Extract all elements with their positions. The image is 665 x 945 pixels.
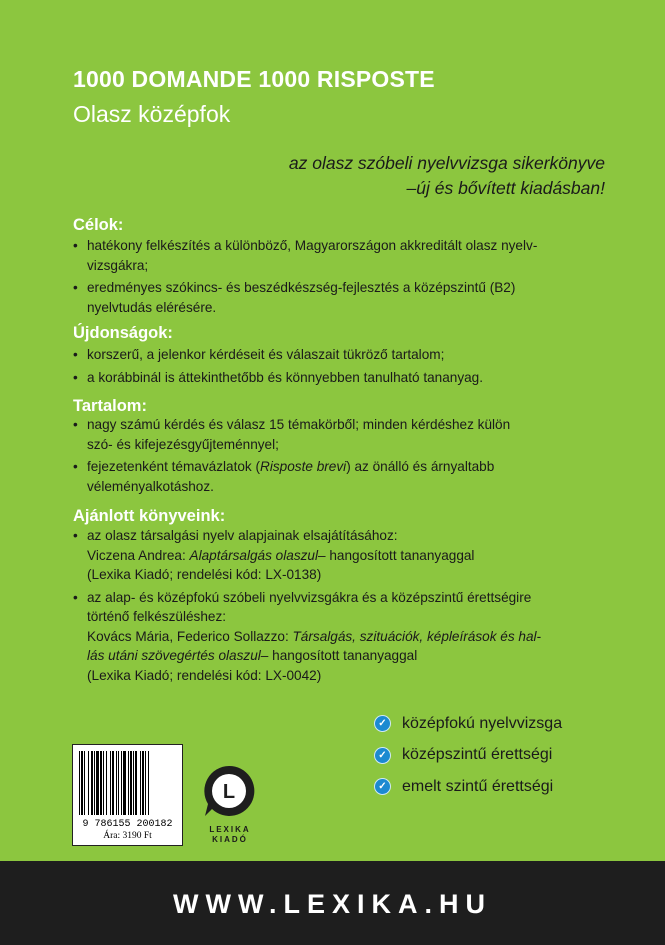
list-item-text bbox=[87, 457, 593, 477]
check-item bbox=[375, 771, 562, 803]
order-code: (Lexika Kiadó; rendelési kód: LX-0042) bbox=[87, 667, 322, 683]
exam-checklist bbox=[375, 708, 562, 803]
tagline bbox=[145, 151, 605, 201]
publisher-name bbox=[200, 825, 260, 845]
list-item bbox=[73, 415, 593, 454]
list-item bbox=[73, 278, 593, 317]
book-title-italic: Alaptársalgás olaszul bbox=[189, 547, 318, 563]
logo-letter: L bbox=[222, 781, 236, 803]
section-heading-ujdonsagok: Újdonságok: bbox=[73, 324, 173, 342]
check-icon: ✓ bbox=[375, 716, 390, 731]
book-reference bbox=[87, 546, 593, 566]
section-heading-tartalom: Tartalom: bbox=[73, 397, 147, 415]
check-label: középszintű érettségi bbox=[402, 746, 553, 764]
book-author: Kovács Mária, Federico Sollazzo: bbox=[87, 628, 293, 644]
list-item-text: • korszerű, a jelenkor kérdéseit és válaszait tükröző tartalom; bbox=[87, 347, 445, 362]
check-label: középfokú nyelvvizsga bbox=[402, 714, 563, 732]
lexika-logo-icon bbox=[202, 764, 256, 818]
order-code: (Lexika Kiadó; rendelési kód: LX-0138) bbox=[87, 567, 322, 582]
isbn-number: 9 786155 200182 bbox=[82, 819, 173, 830]
text-span: – hangosított tananyaggal bbox=[318, 547, 475, 563]
list-item-text: • az alap- és középfokú szóbeli nyelvvizsgákra és a középszintű érettségire bbox=[87, 589, 532, 605]
list-item bbox=[73, 345, 593, 365]
footer-bar bbox=[0, 861, 665, 945]
text-span: ) az önálló és árnyaltabb bbox=[346, 459, 495, 474]
barcode-label bbox=[72, 744, 183, 846]
price: Ára: 3190 Ft bbox=[103, 831, 152, 841]
barcode-icon bbox=[77, 751, 178, 817]
tagline-line-2: –új és bővített kiadásban! bbox=[406, 178, 605, 198]
book-title-italic: lás utáni szövegértés olaszul bbox=[87, 648, 261, 663]
tartalom-list bbox=[73, 415, 593, 499]
book-title: 1000 DOMANDE 1000 RISPOSTE bbox=[73, 66, 435, 92]
list-item bbox=[73, 526, 593, 585]
list-item-text: • az olasz társalgási nyelv alapjainak elsajátításához: bbox=[87, 528, 398, 543]
publisher-name-line-1: LEXIKA bbox=[209, 825, 251, 834]
section-heading-ajanlott: Ajánlott könyveink: bbox=[73, 507, 226, 525]
list-item-text: nyelvtudás elérésére. bbox=[87, 299, 217, 315]
list-item bbox=[73, 368, 593, 388]
italic-title: Risposte brevi bbox=[260, 459, 347, 474]
list-item bbox=[73, 588, 593, 686]
list-item-text: szó- és kifejezésgyűjteménnyel; bbox=[87, 436, 279, 452]
section-heading-celok: Célok: bbox=[73, 216, 124, 234]
publisher-name-line-2: KIADÓ bbox=[212, 835, 248, 844]
book-subtitle: Olasz középfok bbox=[73, 101, 231, 127]
list-item-text: vizsgákra; bbox=[87, 257, 149, 273]
check-item bbox=[375, 708, 562, 740]
text-span: – hangosított tananyaggal bbox=[260, 648, 418, 663]
text-span: fejezetenként témavázlatok ( bbox=[87, 459, 261, 474]
ujdonsagok-list bbox=[73, 345, 593, 390]
list-item-text: történő felkészüléshez: bbox=[87, 609, 227, 624]
list-item-text: • hatékony felkészítés a különböző, Magyarországon akkreditált olasz nyelv- bbox=[87, 238, 538, 253]
check-label: emelt szintű érettségi bbox=[402, 777, 554, 795]
check-icon: ✓ bbox=[375, 748, 390, 763]
book-reference bbox=[87, 627, 593, 647]
book-author: Viczena Andrea: bbox=[87, 547, 190, 563]
website-url: WWW.LEXIKA.HU bbox=[173, 889, 492, 919]
book-title-italic: Társalgás, szituációk, képleírások és hal- bbox=[292, 628, 542, 644]
list-item bbox=[73, 236, 593, 275]
list-item-text: • eredményes szókincs- és beszédkészség-fejlesztés a középszintű (B2) bbox=[87, 280, 516, 295]
book-reference-cont bbox=[87, 646, 593, 666]
list-item-text: • nagy számú kérdés és válasz 15 témakörből; minden kérdéshez külön bbox=[87, 417, 511, 432]
list-item bbox=[73, 457, 593, 496]
list-item-text: • a korábbinál is áttekinthetőbb és könnyebben tanulható tananyag. bbox=[87, 369, 484, 385]
check-icon: ✓ bbox=[375, 779, 390, 794]
celok-list bbox=[73, 236, 593, 320]
ajanlott-list bbox=[73, 526, 593, 688]
list-item-text: véleményalkotáshoz. bbox=[87, 478, 214, 494]
tagline-line-1: az olasz szóbeli nyelvvizsga sikerkönyve bbox=[288, 153, 605, 173]
check-item bbox=[375, 740, 562, 772]
